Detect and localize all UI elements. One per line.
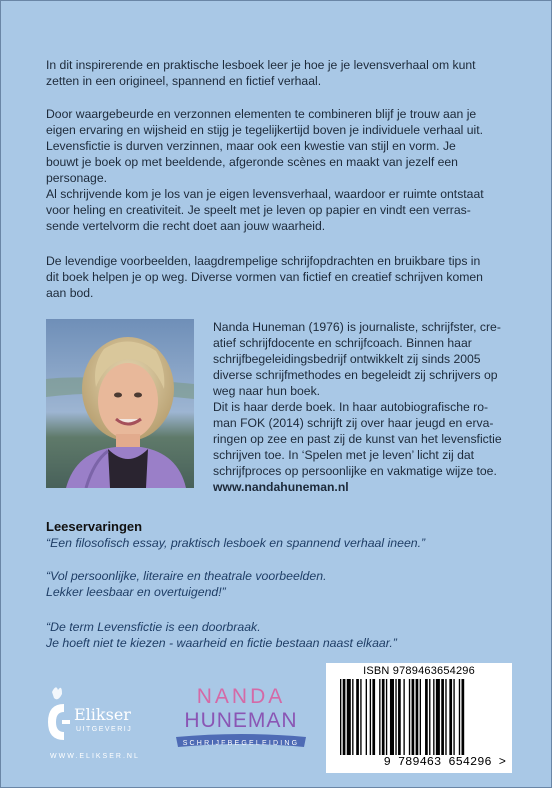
barcode-bar xyxy=(459,679,460,755)
barcode-bar xyxy=(441,679,444,755)
barcode-bar xyxy=(356,679,359,755)
text-line: “De term Levensfictie is een doorbraak. xyxy=(46,620,261,634)
text-line: sende vertelvorm die recht doet aan jouw waarheid. xyxy=(46,219,326,233)
publisher-name: Elikser xyxy=(74,705,131,724)
barcode-bar xyxy=(382,679,385,755)
barcode-bar xyxy=(433,679,434,755)
text-line: zetten in een origineel, spannend en fictief verhaal. xyxy=(46,74,322,88)
text-line: Nanda Huneman (1976) is journaliste, schrijfster, cre- xyxy=(213,320,501,334)
barcode-bar xyxy=(360,679,361,755)
barcode-bar xyxy=(429,679,430,755)
intro-paragraph-2 xyxy=(46,106,511,234)
brand-line-2: HUNEMAN xyxy=(184,709,298,732)
text-line: ringen op zee en past zij de kunst van het levensfictie xyxy=(213,432,502,446)
barcode-bar xyxy=(343,679,346,755)
barcode-bar xyxy=(340,679,341,755)
review-quote-1 xyxy=(46,535,516,551)
barcode-bar xyxy=(425,679,428,755)
text-line: personage. xyxy=(46,171,107,185)
barcode-bar xyxy=(403,679,404,755)
barcode-bar xyxy=(352,679,353,755)
barcode-bar xyxy=(390,679,394,755)
text-line: dit boek helpen je op weg. Diverse vormen van fictief en creatief schrijven komen xyxy=(46,270,483,284)
text-line: voor heling en creativiteit. Je speelt met je leven op papier en vindt een verras- xyxy=(46,203,471,217)
barcode-bar xyxy=(372,679,375,755)
text-line: aan bod. xyxy=(46,286,94,300)
barcode-bar xyxy=(395,679,396,755)
nanda-huneman-logo xyxy=(166,683,316,763)
barcode-bar xyxy=(366,679,367,755)
reviews-heading: Leeservaringen xyxy=(46,519,143,534)
barcode-bar xyxy=(445,679,446,755)
isbn-digits: 9 789463 654296 > xyxy=(383,755,506,769)
brand-tagline: SCHRIJFBEGELEIDING xyxy=(182,740,300,747)
barcode-bar xyxy=(449,679,452,755)
text-line: Je hoeft niet te kiezen - waarheid en fictie bestaan naast elkaar.” xyxy=(46,636,397,650)
text-line: “Vol persoonlijke, literaire en theatrale voorbeelden. xyxy=(46,569,327,583)
text-line: De levendige voorbeelden, laagdrempelige schrijfopdrachten en bruikbare tips in xyxy=(46,254,481,268)
barcode-bar xyxy=(416,679,419,755)
intro-paragraph-1 xyxy=(46,57,511,89)
text-line: bouwt je boek op met beeldende, afgeronde scènes en maakt van jezelf een xyxy=(46,155,458,169)
text-line: schrijven toe. In ‘Spelen met je leven’ licht zij dat xyxy=(213,448,475,462)
author-website-link[interactable]: www.nandahuneman.nl xyxy=(213,480,349,494)
review-quote-3 xyxy=(46,619,516,651)
barcode-bar xyxy=(420,679,421,755)
elikser-logo xyxy=(38,682,153,762)
publisher-url: WWW.ELIKSER.NL xyxy=(50,753,140,760)
barcode-bar xyxy=(436,679,440,755)
text-line: eigen ervaring en wijsheid en stijg je tegelijkertijd boven je individuele verhaal uit. xyxy=(46,123,483,137)
text-line: atief schrijfdocente en schrijfcoach. Binnen haar xyxy=(213,336,472,350)
text-line: man FOK (2014) schrijft zij over haar jeugd en erva- xyxy=(213,416,494,430)
barcode-bar xyxy=(347,679,351,755)
publisher-subtitle: UITGEVERIJ xyxy=(76,726,133,733)
text-line: weg naar hun boek. xyxy=(213,384,321,398)
isbn-label: ISBN 9789463654296 xyxy=(363,665,475,677)
intro-paragraph-3 xyxy=(46,253,511,301)
brand-line-1: NANDA xyxy=(196,685,286,708)
text-line: Lekker leesbaar en overtuigend!” xyxy=(46,585,226,599)
barcode-bar xyxy=(412,679,415,755)
barcode-bar xyxy=(370,679,371,755)
author-bio xyxy=(213,319,512,495)
barcode-bar xyxy=(398,679,401,755)
text-line: Dit is haar derde boek. In haar autobiografische ro- xyxy=(213,400,489,414)
review-quote-2 xyxy=(46,568,516,600)
isbn-barcode xyxy=(326,663,512,773)
text-line: Al schrijvende kom je los van je eigen levensverhaal, waardoor er ruimte ontstaat xyxy=(46,187,484,201)
text-line: “Een filosofisch essay, praktisch lesboek en spannend verhaal ineen.” xyxy=(46,536,426,550)
text-line: schrijfproces op persoonlijke en vakmatige wijze toe. xyxy=(213,464,497,478)
barcode-bar xyxy=(409,679,410,755)
text-line: Door waargebeurde en verzonnen elementen te combineren blijf je trouw aan je xyxy=(46,107,477,121)
text-line: In dit inspirerende en praktische lesboek leer je hoe je je levensverhaal om kunt xyxy=(46,58,476,72)
barcode-bar xyxy=(386,679,387,755)
author-photo xyxy=(46,319,194,488)
barcode-bar xyxy=(462,679,465,755)
text-line: schrijfbegeleidingsbedrijf ontwikkelt zij sinds 2005 xyxy=(213,352,481,366)
text-line: diverse schrijfmethodes en begeleidt zij schrijvers op xyxy=(213,368,498,382)
barcode-bar xyxy=(379,679,380,755)
barcode-bar xyxy=(453,679,454,755)
text-line: Levensfictie is durven verzinnen, maar ook een kwestie van stijl en vorm. Je xyxy=(46,139,456,153)
